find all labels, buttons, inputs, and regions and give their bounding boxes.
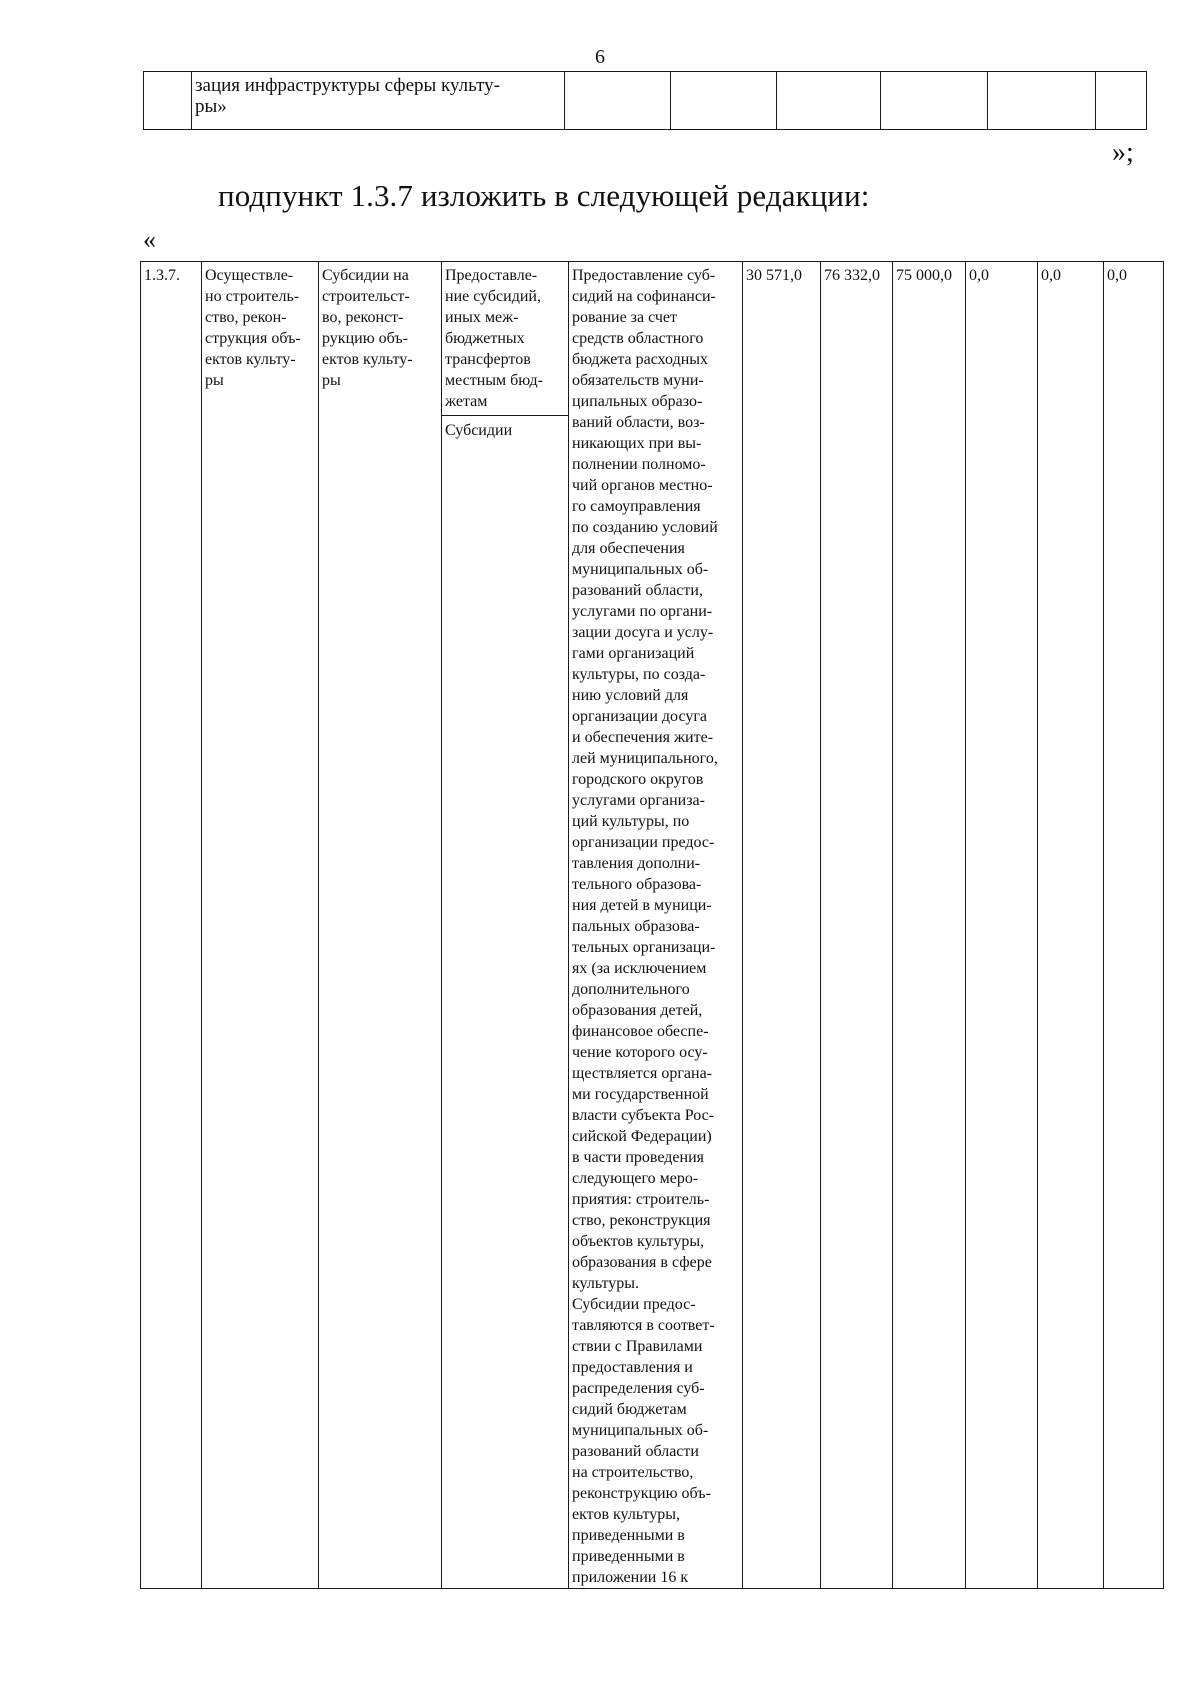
row-type: Предоставле- ние субсидий, иных меж- бюджетных трансфертов местным бюд- жетам bbox=[442, 262, 568, 416]
value-6: 0,0 bbox=[1107, 267, 1127, 284]
table-cell bbox=[988, 72, 1096, 130]
row-event: Субсидии на строительст- во, реконст- рукцию объ- ектов культу- ры bbox=[322, 267, 413, 389]
closing-quote: »; bbox=[1112, 137, 1134, 168]
table-cell bbox=[671, 72, 777, 130]
value-cell bbox=[743, 262, 821, 1589]
value-4: 0,0 bbox=[969, 267, 989, 284]
table-row bbox=[144, 72, 1147, 130]
value-2: 76 332,0 bbox=[824, 267, 880, 284]
value-5: 0,0 bbox=[1041, 267, 1061, 284]
continued-row-text: зация инфраструктуры сферы культу- ры» bbox=[195, 75, 500, 117]
table-cell bbox=[881, 72, 988, 130]
value-cell bbox=[893, 262, 966, 1589]
row-description: Предоставление суб- сидий на софинанси- рование за счет средств областного бюджета расходных обязательств муни- ципальных образо- ваний области, воз- никающих при вы- полнении полномо- чий органов местно- го самоуправления по созданию условий для обеспечения муниципальных об- разований области, услугами по органи- зации досуга и услу- гами организаций культуры, по созда- нию условий для организации досуга и обеспечения жите- лей муниципального, городского округов услугами организа- ций культуры, по организации предос- тавления дополни- тельного образова- ния детей в муници- пальных образова- тельных организаци- ях (за исключением дополнительного образования детей, финансовое обеспе- чение которого осу- ществляется органа- ми государственной власти субъекта Рос- сийской Федерации) в части проведения следующего меро- приятия: строитель- ство, реконструкция объектов культуры, образования в сфере культуры. Субсидии предос- тавляются в соответ- ствии с Правилами предоставления и распределения суб- сидий бюджетам муниципальных об- разований области на строительство, реконструкцию объ- ектов культуры, приведенными в приведенными в приложении 16 к bbox=[572, 267, 718, 1586]
continued-table bbox=[143, 71, 1147, 130]
row-description-cell bbox=[569, 262, 743, 1589]
value-3: 75 000,0 bbox=[896, 267, 952, 284]
value-cell bbox=[1104, 262, 1164, 1589]
table-cell bbox=[777, 72, 881, 130]
value-1: 30 571,0 bbox=[746, 267, 802, 284]
value-cell bbox=[1038, 262, 1104, 1589]
table-cell bbox=[1096, 72, 1147, 130]
row-name-cell bbox=[202, 262, 319, 1589]
table-cell bbox=[192, 72, 565, 130]
opening-quote: « bbox=[143, 225, 156, 254]
table-cell bbox=[144, 72, 192, 130]
page-number: 6 bbox=[595, 46, 605, 68]
row-subtype: Субсидии bbox=[445, 422, 513, 439]
row-name: Осуществле- но строитель- ство, рекон- струкция объ- ектов культу- ры bbox=[205, 267, 301, 389]
main-table bbox=[140, 261, 1164, 1589]
row-id-cell bbox=[141, 262, 202, 1589]
row-id: 1.3.7. bbox=[144, 267, 180, 284]
table-cell bbox=[565, 72, 671, 130]
row-event-cell bbox=[319, 262, 442, 1589]
table-row bbox=[141, 262, 1164, 1589]
row-type-cell bbox=[442, 262, 569, 1589]
value-cell bbox=[966, 262, 1038, 1589]
value-cell bbox=[821, 262, 893, 1589]
subheading: подпункт 1.3.7 изложить в следующей редакции: bbox=[218, 178, 870, 213]
